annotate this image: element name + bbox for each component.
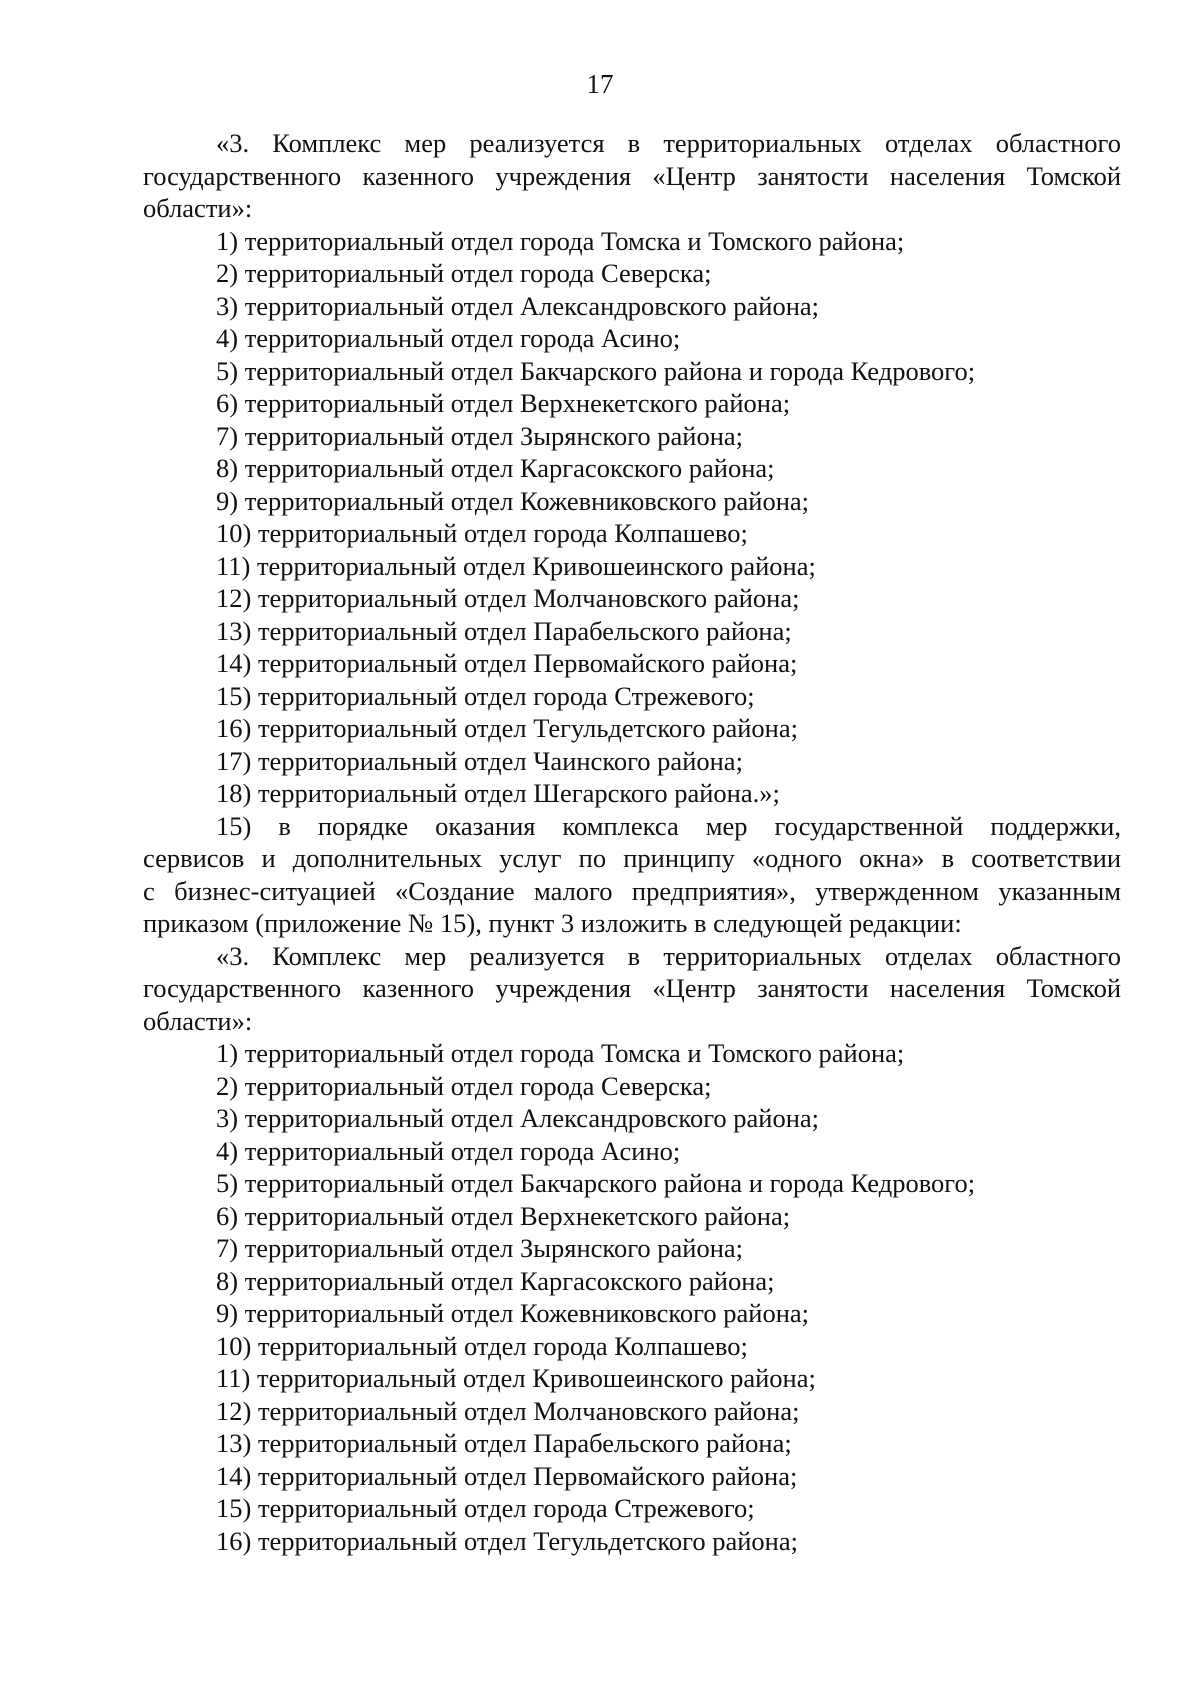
text-line: 6) территориальный отдел Верхнекетского района;: [216, 388, 791, 418]
text-line: 11) территориальный отдел Кривошеинского района;: [216, 1363, 816, 1393]
text-line: 14) территориальный отдел Первомайского района;: [216, 648, 798, 678]
text-line: 17) территориальный отдел Чаинского района;: [216, 745, 743, 776]
text-line: 8) территориальный отдел Каргасокского района;: [216, 453, 775, 483]
text-line: 11) территориальный отдел Кривошеинского района;: [216, 550, 816, 581]
text-line: 5) территориальный отдел Бакчарского района и города Кедрового;: [216, 1168, 976, 1198]
text-line: 2) территориальный отдел города Северска;: [216, 1070, 712, 1101]
text-line: 15) территориальный отдел города Стрежевого;: [216, 680, 755, 711]
document-body: [143, 127, 1121, 1557]
text-line: 13) территориальный отдел Парабельского района;: [216, 615, 792, 646]
text-line: 14) территориальный отдел Первомайского района;: [216, 1460, 798, 1491]
text-line: 13) территориальный отдел Парабельского района;: [216, 1428, 792, 1458]
text-line: государственного казенного учреждения «Центр занятости населения Томской: [143, 973, 1121, 1003]
text-line: приказом (приложение № 15), пункт 3 изложить в следующей редакции:: [143, 908, 962, 938]
text-line: 5) территориальный отдел Бакчарского района и города Кедрового;: [216, 355, 976, 386]
text-line: 4) территориальный отдел города Асино;: [216, 323, 681, 353]
text-line: области»:: [143, 1005, 253, 1036]
text-line: 18) территориальный отдел Шегарского района.»;: [216, 778, 780, 808]
text-line: 16) территориальный отдел Тегульдетского района;: [216, 1525, 798, 1556]
text-line: 2) территориальный отдел города Северска;: [216, 258, 712, 288]
text-line: 15) территориальный отдел города Стрежевого;: [216, 1493, 755, 1523]
text-line: 12) территориальный отдел Молчановского района;: [216, 1395, 800, 1426]
text-line: 9) территориальный отдел Кожевниковского района;: [216, 485, 810, 516]
text-line: 8) территориальный отдел Каргасокского района;: [216, 1265, 775, 1296]
text-line: «3. Комплекс мер реализуется в территориальных отделах областного: [216, 128, 1121, 158]
text-line: 1) территориальный отдел города Томска и Томского района;: [216, 225, 905, 256]
text-line: 9) территориальный отдел Кожевниковского района;: [216, 1298, 810, 1328]
page-number: 17: [586, 69, 614, 99]
text-line: 3) территориальный отдел Александровского района;: [216, 1103, 820, 1133]
text-line: 16) территориальный отдел Тегульдетского района;: [216, 713, 798, 743]
text-line: «3. Комплекс мер реализуется в территориальных отделах областного: [216, 940, 1121, 971]
text-line: 15) в порядке оказания комплекса мер государственной поддержки,: [216, 810, 1121, 841]
text-line: 7) территориальный отдел Зырянского района;: [216, 420, 744, 451]
text-line: 10) территориальный отдел города Колпашево;: [216, 1330, 748, 1361]
text-line: 6) территориальный отдел Верхнекетского района;: [216, 1200, 791, 1231]
text-line: государственного казенного учреждения «Центр занятости населения Томской: [143, 160, 1121, 191]
text-line: с бизнес-ситуацией «Создание малого предприятия», утвержденном указанным: [143, 875, 1121, 906]
text-line: сервисов и дополнительных услуг по принципу «одного окна» в соответствии: [143, 843, 1121, 873]
text-line: 1) территориальный отдел города Томска и Томского района;: [216, 1038, 905, 1068]
text-line: 10) территориальный отдел города Колпашево;: [216, 518, 748, 548]
text-line: 7) территориальный отдел Зырянского района;: [216, 1233, 744, 1263]
text-line: 4) территориальный отдел города Асино;: [216, 1135, 681, 1166]
text-line: 3) территориальный отдел Александровского района;: [216, 290, 820, 321]
text-line: области»:: [143, 193, 253, 223]
text-line: 12) территориальный отдел Молчановского района;: [216, 583, 800, 613]
